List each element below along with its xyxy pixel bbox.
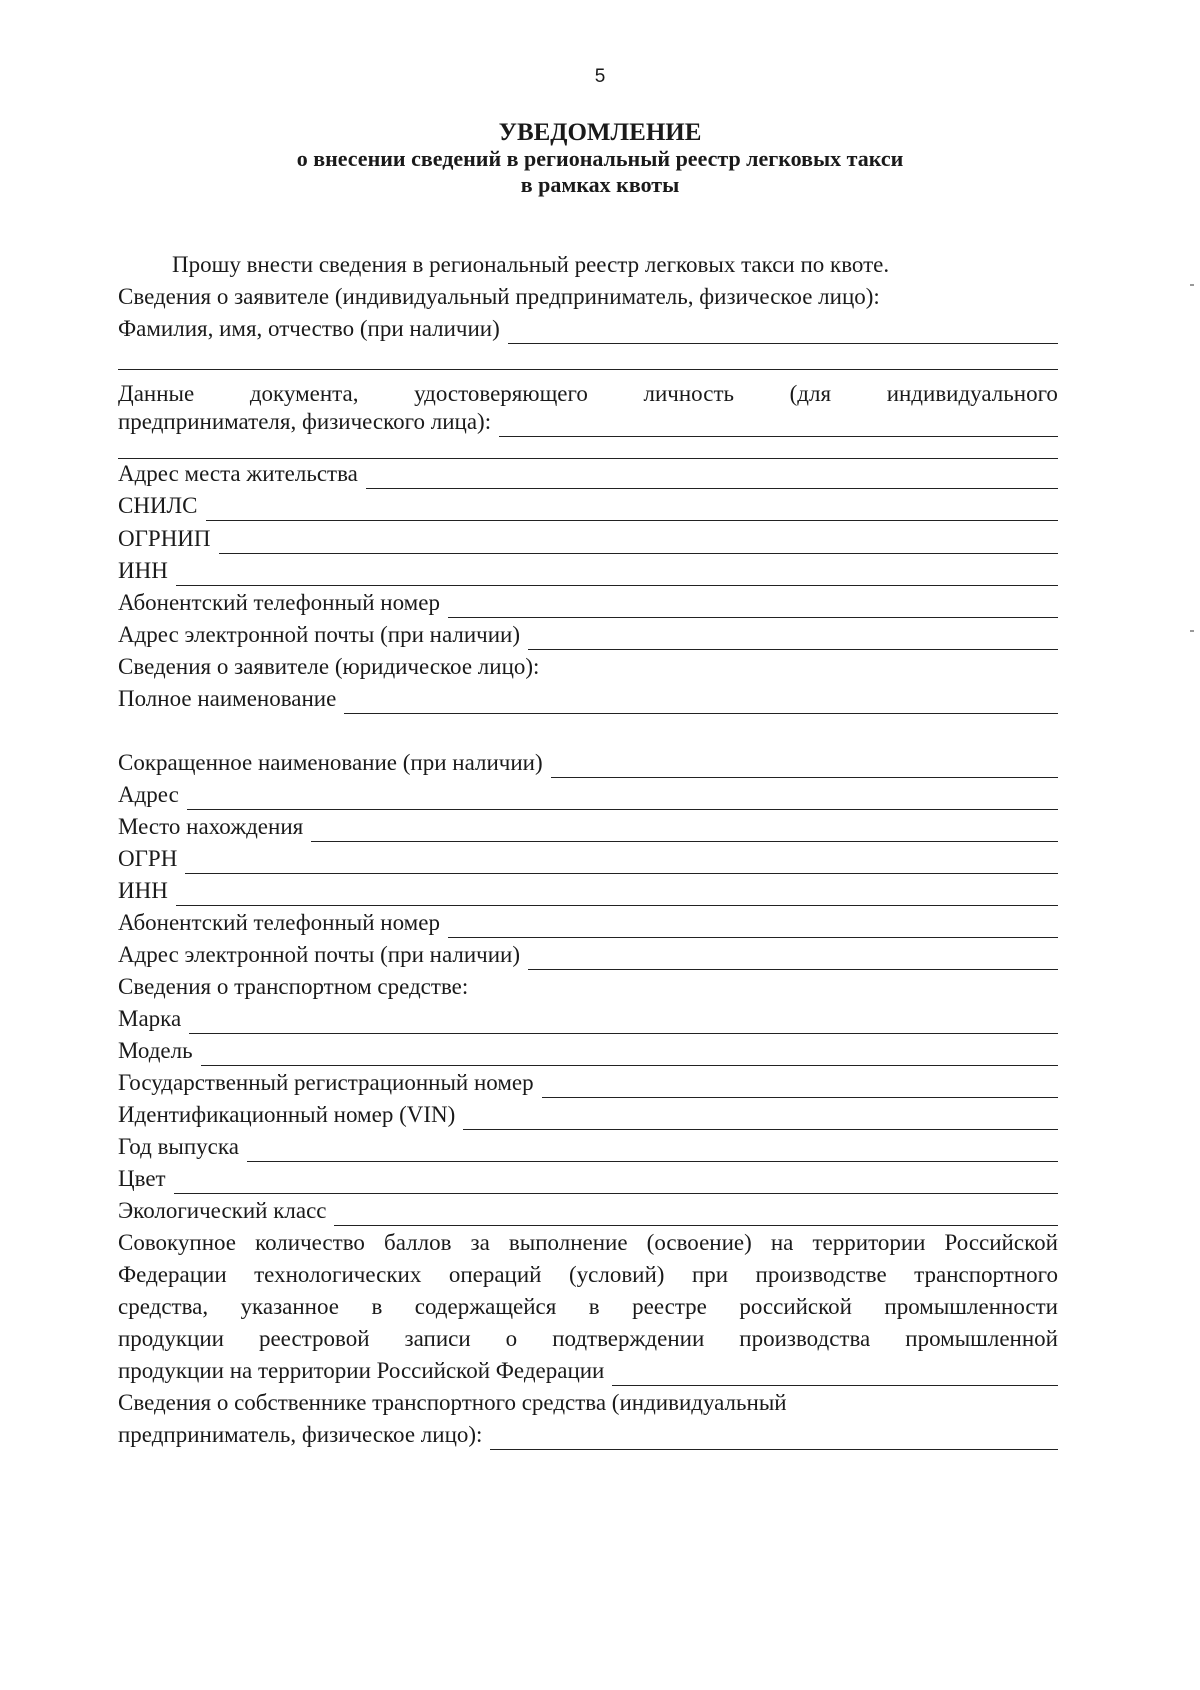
location-blank[interactable] <box>311 819 1058 842</box>
model-field: Модель <box>118 1036 1058 1066</box>
id-document-label-line1 <box>118 379 1058 409</box>
points-text-line3 <box>118 1292 1058 1322</box>
points-text-word: содержащейся <box>414 1294 557 1319</box>
id-document-label-word: удостоверяющего <box>414 381 588 406</box>
year-field: Год выпуска <box>118 1132 1058 1162</box>
fio-field: Фамилия, имя, отчество (при наличии) <box>118 314 1058 344</box>
scan-margin-mark <box>1190 284 1194 286</box>
location-field: Место нахождения <box>118 812 1058 842</box>
points-text-word: технологических <box>254 1262 422 1287</box>
points-field: продукции на территории Российской Федерации <box>118 1356 1058 1386</box>
email-legal-field: Адрес электронной почты (при наличии) <box>118 940 1058 970</box>
fio-blank-continuation[interactable] <box>118 369 1058 370</box>
phone-legal-field: Абонентский телефонный номер <box>118 908 1058 938</box>
points-text-word: (освоение) <box>646 1230 752 1255</box>
residence-address-blank[interactable] <box>366 466 1058 489</box>
id-document-label-word: личность <box>643 381 734 406</box>
points-text-word: о <box>505 1326 518 1351</box>
full-name-blank[interactable] <box>344 691 1058 714</box>
points-text-word: при <box>691 1262 729 1287</box>
vin-blank[interactable] <box>463 1107 1058 1130</box>
inn-legal-blank[interactable] <box>176 883 1058 906</box>
year-blank[interactable] <box>247 1139 1058 1162</box>
points-text-word: операций <box>448 1262 542 1287</box>
points-text-word: в <box>371 1294 383 1319</box>
points-text-word: транспортного <box>914 1262 1058 1287</box>
points-text-word: выполнение <box>508 1230 628 1255</box>
points-blank[interactable] <box>612 1363 1058 1386</box>
points-text-word: промышленной <box>905 1326 1058 1351</box>
phone-field: Абонентский телефонный номер <box>118 588 1058 618</box>
address-field: Адрес <box>118 780 1058 810</box>
phone-legal-blank[interactable] <box>448 915 1058 938</box>
address-blank[interactable] <box>187 787 1058 810</box>
owner-field: предприниматель, физическое лицо): <box>118 1420 1058 1450</box>
id-document-label-word: (для <box>789 381 832 406</box>
short-name-field: Сокращенное наименование (при наличии) <box>118 748 1058 778</box>
reg-number-blank[interactable] <box>542 1075 1058 1098</box>
ogrnip-field: ОГРНИП <box>118 524 1058 554</box>
reg-number-field: Государственный регистрационный номер <box>118 1068 1058 1098</box>
points-text-word: баллов <box>384 1230 452 1255</box>
fio-blank[interactable] <box>508 321 1058 344</box>
points-text-word: реестре <box>632 1294 707 1319</box>
eco-class-field: Экологический класс <box>118 1196 1058 1226</box>
ogrn-blank[interactable] <box>185 851 1058 874</box>
points-text-line2 <box>118 1260 1058 1290</box>
owner-blank[interactable] <box>490 1427 1058 1450</box>
points-text-word: записи <box>404 1326 471 1351</box>
email-legal-blank[interactable] <box>528 947 1058 970</box>
brand-blank[interactable] <box>189 1011 1058 1034</box>
vin-field: Идентификационный номер (VIN) <box>118 1100 1058 1130</box>
inn-blank[interactable] <box>176 563 1058 586</box>
applicant-ip-header: Сведения о заявителе (индивидуальный предприниматель, физическое лицо): <box>118 284 880 309</box>
page-number: 5 <box>594 66 606 87</box>
phone-blank[interactable] <box>448 595 1058 618</box>
id-document-label-word: документа, <box>249 381 359 406</box>
points-text-word: подтверждении <box>552 1326 705 1351</box>
points-text-word: территории <box>812 1230 926 1255</box>
scan-margin-mark <box>1190 630 1194 632</box>
vehicle-header: Сведения о транспортном средстве: <box>118 974 469 999</box>
color-blank[interactable] <box>174 1171 1058 1194</box>
points-text-word: промышленности <box>884 1294 1058 1319</box>
points-text-word: продукции <box>118 1326 224 1351</box>
points-text-word: количество <box>255 1230 365 1255</box>
email-field: Адрес электронной почты (при наличии) <box>118 620 1058 650</box>
inn-field: ИНН <box>118 556 1058 586</box>
points-text-word: указанное <box>240 1294 339 1319</box>
points-text-line1 <box>118 1228 1058 1258</box>
points-text-word: (условий) <box>568 1262 665 1287</box>
owner-header: Сведения о собственнике транспортного средства (индивидуальный <box>118 1390 787 1415</box>
short-name-blank[interactable] <box>551 755 1058 778</box>
points-text-word: в <box>588 1294 600 1319</box>
points-text-word: Российской <box>944 1230 1058 1255</box>
id-document-field: предпринимателя, физического лица): <box>118 407 1058 437</box>
points-text-word: Совокупное <box>118 1230 236 1255</box>
id-document-label-word: индивидуального <box>886 381 1058 406</box>
document-subtitle-line2: в рамках квоты <box>520 172 680 197</box>
intro-text: Прошу внести сведения в региональный реестр легковых такси по квоте. <box>172 252 890 277</box>
applicant-ul-header: Сведения о заявителе (юридическое лицо): <box>118 654 540 679</box>
email-blank[interactable] <box>528 627 1058 650</box>
inn-legal-field: ИНН <box>118 876 1058 906</box>
document-subtitle-line1: о внесении сведений в региональный реестр легковых такси <box>296 146 904 171</box>
points-text-word: реестровой <box>258 1326 370 1351</box>
points-text-word: на <box>770 1230 794 1255</box>
snils-field: СНИЛС <box>118 491 1058 521</box>
points-text-line4 <box>118 1324 1058 1354</box>
ogrn-field: ОГРН <box>118 844 1058 874</box>
points-text-word: за <box>470 1230 490 1255</box>
full-name-field: Полное наименование <box>118 684 1058 714</box>
brand-field: Марка <box>118 1004 1058 1034</box>
points-text-word: производства <box>739 1326 871 1351</box>
snils-blank[interactable] <box>206 498 1058 521</box>
residence-address-field: Адрес места жительства <box>118 459 1058 489</box>
color-field: Цвет <box>118 1164 1058 1194</box>
model-blank[interactable] <box>201 1043 1058 1066</box>
points-text-word: производстве <box>755 1262 887 1287</box>
eco-class-blank[interactable] <box>334 1203 1058 1226</box>
document-title: УВЕДОМЛЕНИЕ <box>498 119 702 146</box>
ogrnip-blank[interactable] <box>219 531 1058 554</box>
id-document-blank[interactable] <box>499 414 1058 437</box>
id-document-label-word: Данные <box>118 381 195 406</box>
points-text-word: средства, <box>118 1294 209 1319</box>
points-text-word: Федерации <box>118 1262 227 1287</box>
points-text-word: российской <box>739 1294 852 1319</box>
